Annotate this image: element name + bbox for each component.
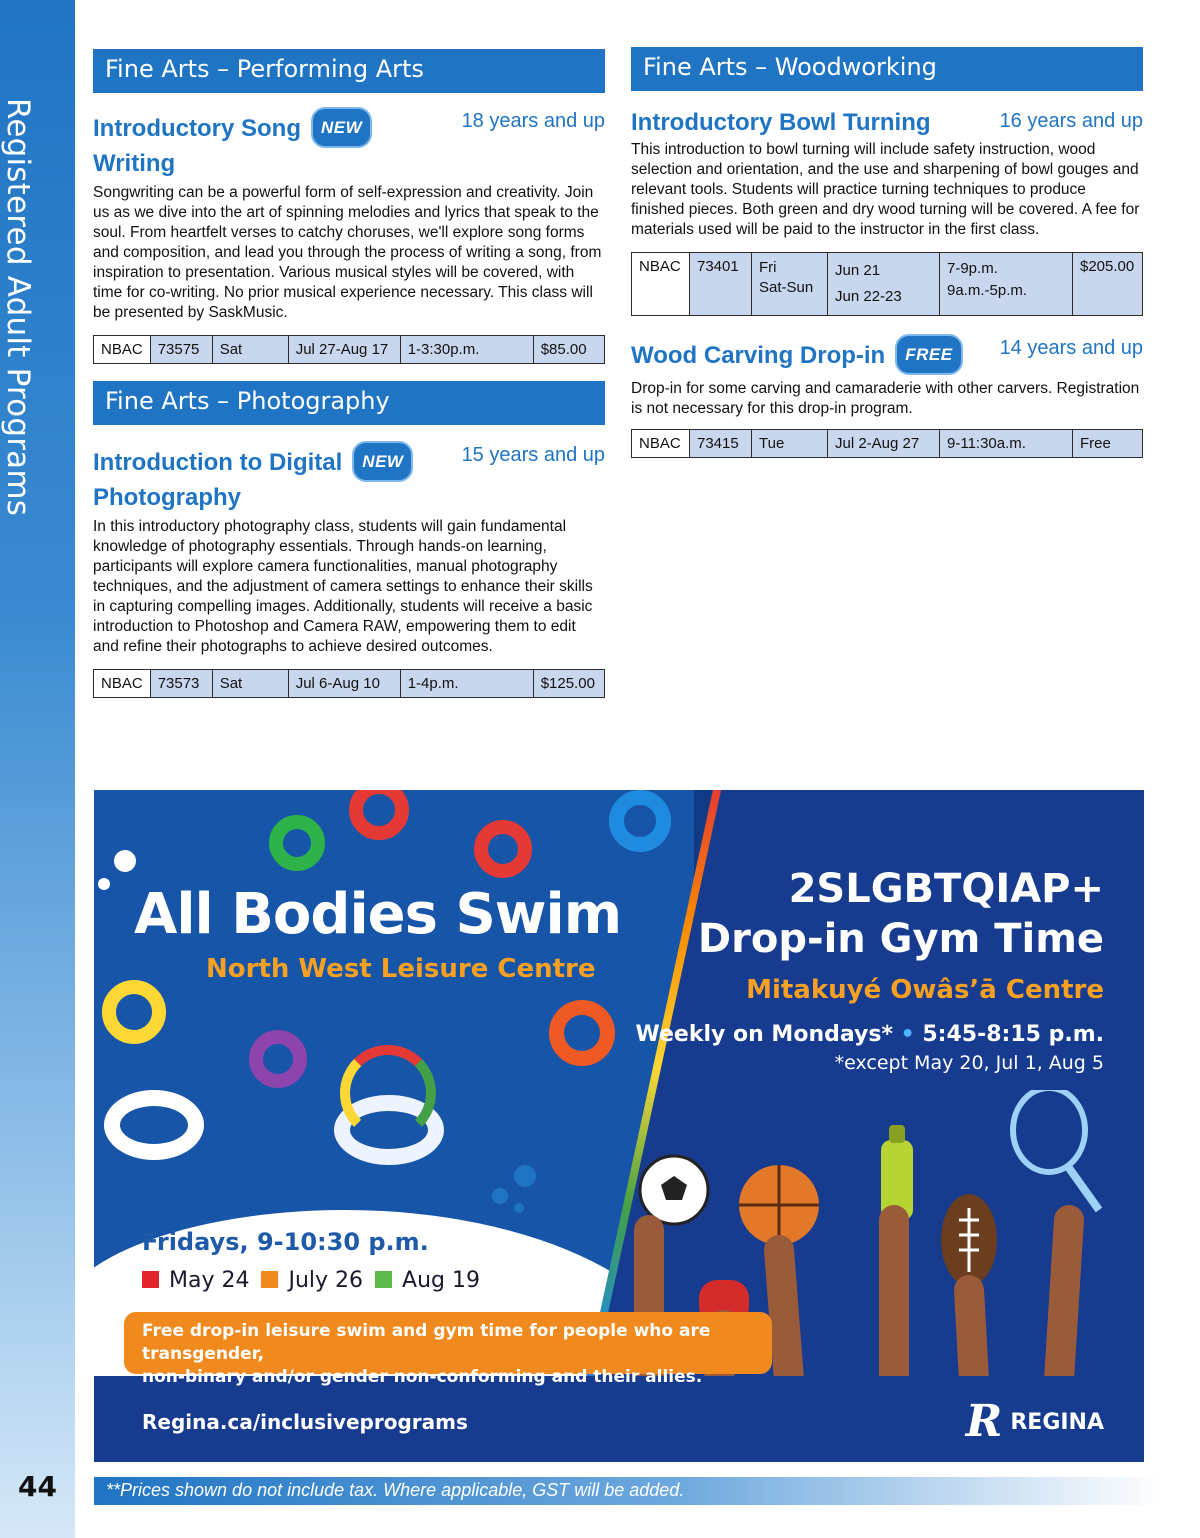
course-description: In this introductory photography class, students will gain fundamental knowledge of photography essentials. Through hands-on learning, participants will explore camera functionalities, manual photography techniques, and the adjustment of camera settings to enhance their skills in capturing compelling images. Additionally, students will receive a basic introduction to Photoshop and Camera RAW, empowering them to edit and refine their photographs to achieve desired outcomes.: [93, 518, 593, 655]
red-square-icon: [142, 1271, 159, 1288]
dates-cell: Jul 6-Aug 10: [288, 670, 400, 698]
info-box: [124, 1312, 772, 1387]
new-badge: NEW: [311, 107, 372, 148]
schedule-table: [631, 252, 1143, 316]
schedule-row: [632, 253, 1143, 316]
regina-logo: [965, 1396, 1104, 1447]
course-title-line1: Introductory Song: [93, 115, 301, 142]
location-cell: NBAC: [632, 253, 690, 316]
course-code-cell[interactable]: 73575: [150, 336, 212, 364]
page-number: 44: [18, 1470, 57, 1503]
tennis-racket-handle: [1069, 1168, 1099, 1210]
time-1: 7-9p.m.: [947, 260, 998, 277]
gym-title-line1: 2SLGBTQIAP+: [788, 866, 1104, 912]
location-cell: NBAC: [94, 670, 151, 698]
gym-exceptions: *except May 20, Jul 1, Aug 5: [834, 1052, 1104, 1074]
date-2: Jun 22-23: [835, 288, 902, 305]
swim-ring-icon: [474, 820, 532, 878]
price-cell: $85.00: [533, 336, 604, 364]
course-header-digital-photography: [93, 441, 605, 513]
swim-time: Fridays, 9-10:30 p.m.: [142, 1228, 429, 1256]
free-badge: FREE: [895, 334, 962, 375]
rainbow-icon: [340, 1045, 436, 1141]
schedule-table: [93, 669, 605, 698]
day-cell: Tue: [752, 430, 828, 458]
bubble: [514, 1203, 524, 1213]
course-description: This introduction to bowl turning will include safety instruction, wood selection and orientation, and the use and sharpening of bowl gouges and relevant tools. Students will practice turning techniques to produce finished pieces. Both green and dry wood turning will be covered. A fee for materials used will be paid to the instructor in the first class.: [631, 141, 1140, 238]
section-heading-performing-arts: Fine Arts – Performing Arts: [93, 49, 605, 93]
course-header-bowl-turning: [631, 107, 1143, 138]
section-title-vertical: Registered Adult Programs: [0, 98, 36, 517]
new-badge: NEW: [352, 441, 413, 482]
course-description: Songwriting can be a powerful form of self-expression and creativity. Join us as we dive into the art of spinning melodies and lyrics that speak to the soul. From heartfelt verses to catchy choruses, we'll explore song forms and composition, and lead you through the process of writing a song, from inspiration to presentation. Various musical styles will be covered, with time for co-writing. No prior musical experience necessary. This class will be presented by SaskMusic.: [93, 184, 602, 321]
bullet: •: [900, 1022, 915, 1047]
bubble: [492, 1188, 508, 1204]
location-cell: NBAC: [94, 336, 151, 364]
promo-banner: [94, 790, 1144, 1462]
unicorn-float-icon: [104, 1090, 204, 1160]
course-title: Introductory Bowl Turning: [631, 109, 931, 136]
gym-weekly: Weekly on Mondays*: [635, 1022, 893, 1047]
left-column: [93, 49, 605, 698]
course-title-line1: Introduction to Digital: [93, 449, 343, 476]
green-square-icon: [375, 1271, 392, 1288]
swim-ring-icon: [249, 1030, 307, 1088]
price-cell: $125.00: [533, 670, 604, 698]
swim-ring-icon: [549, 1000, 615, 1066]
section-heading-woodworking: Fine Arts – Woodworking: [631, 47, 1143, 91]
course-title-line2: Photography: [93, 484, 241, 511]
time-cell: 1-3:30p.m.: [400, 336, 533, 364]
course-code-cell[interactable]: 73573: [150, 670, 212, 698]
price-cell: $205.00: [1073, 253, 1143, 316]
schedule-table: [631, 429, 1143, 458]
time-cell: 9-11:30a.m.: [940, 430, 1073, 458]
gym-title-line2: Drop-in Gym Time: [697, 916, 1104, 962]
day-cell: Sat: [212, 670, 288, 698]
course-title: [631, 334, 963, 375]
location-cell: NBAC: [632, 430, 690, 458]
course-code-cell[interactable]: 73401: [690, 253, 752, 316]
swim-location: North West Leisure Centre: [206, 954, 596, 984]
age-requirement: 18 years and up: [461, 110, 605, 132]
time-cell: [940, 253, 1073, 316]
swim-date-item: [261, 1268, 363, 1293]
course-header-wood-carving: [631, 334, 1143, 375]
time-cell: 1-4p.m.: [400, 670, 533, 698]
program-url-link[interactable]: Regina.ca/inclusiveprograms: [142, 1410, 468, 1434]
swim-ring-icon: [609, 790, 671, 852]
dates-cell: Jul 27-Aug 17: [288, 336, 400, 364]
time-2: 9a.m.-5p.m.: [947, 282, 1028, 299]
course-title-text: Wood Carving Drop-in: [631, 342, 886, 369]
bubble: [114, 850, 136, 872]
regina-r-logo-icon: R: [965, 1396, 1003, 1447]
section-heading-photography: Fine Arts – Photography: [93, 381, 605, 425]
day-1: Fri: [759, 259, 777, 276]
schedule-row: [94, 336, 605, 364]
course-title: [93, 107, 372, 179]
schedule-row: [94, 670, 605, 698]
orange-square-icon: [261, 1271, 278, 1288]
swim-dates: [142, 1268, 480, 1293]
right-column: [631, 47, 1143, 458]
gym-schedule: [636, 1022, 1105, 1047]
bubble: [98, 878, 110, 890]
gym-time: 5:45-8:15 p.m.: [922, 1022, 1104, 1047]
price-cell: Free: [1073, 430, 1143, 458]
water-bottle-cap: [889, 1125, 905, 1143]
dates-cell: [828, 253, 940, 316]
day-cell: Sat: [212, 336, 288, 364]
day-2: Sat-Sun: [759, 279, 814, 296]
gym-location: Mitakuyé Owâs’ā Centre: [746, 975, 1104, 1005]
age-requirement: 16 years and up: [999, 110, 1143, 132]
info-line2: non-binary and/or gender non-conforming and their allies.: [142, 1367, 703, 1387]
course-code-cell[interactable]: 73415: [690, 430, 752, 458]
dates-cell: Jul 2-Aug 27: [828, 430, 940, 458]
gym-title: [698, 864, 1104, 964]
swim-date-label: July 26: [288, 1268, 364, 1293]
swim-date-item: [142, 1268, 249, 1293]
tennis-racket-icon: [1013, 1090, 1085, 1172]
schedule-row: [632, 430, 1143, 458]
swim-ring-icon: [102, 980, 166, 1044]
course-header-song-writing: [93, 107, 605, 179]
age-requirement: 14 years and up: [999, 337, 1143, 359]
course-description: Drop-in for some carving and camaraderie with other carvers. Registration is not necessary for this drop-in program.: [631, 380, 1140, 417]
day-cell: [752, 253, 828, 316]
swim-date-item: [375, 1268, 480, 1293]
swim-date-label: May 24: [169, 1268, 250, 1293]
course-title-line2: Writing: [93, 150, 176, 177]
tax-disclaimer: **Prices shown do not include tax. Where applicable, GST will be added.: [94, 1477, 1164, 1505]
info-line1: Free drop-in leisure swim and gym time for people who are transgender,: [142, 1321, 711, 1364]
course-title: [93, 441, 413, 513]
swim-ring-icon: [269, 815, 325, 871]
sidebar-band: [0, 0, 75, 1538]
swim-title: All Bodies Swim: [134, 882, 622, 947]
age-requirement: 15 years and up: [461, 444, 605, 466]
regina-wordmark: REGINA: [1010, 1409, 1104, 1435]
schedule-table: [93, 335, 605, 364]
swim-date-label: Aug 19: [402, 1268, 480, 1293]
date-1: Jun 21: [835, 262, 881, 279]
bubble: [514, 1165, 536, 1187]
